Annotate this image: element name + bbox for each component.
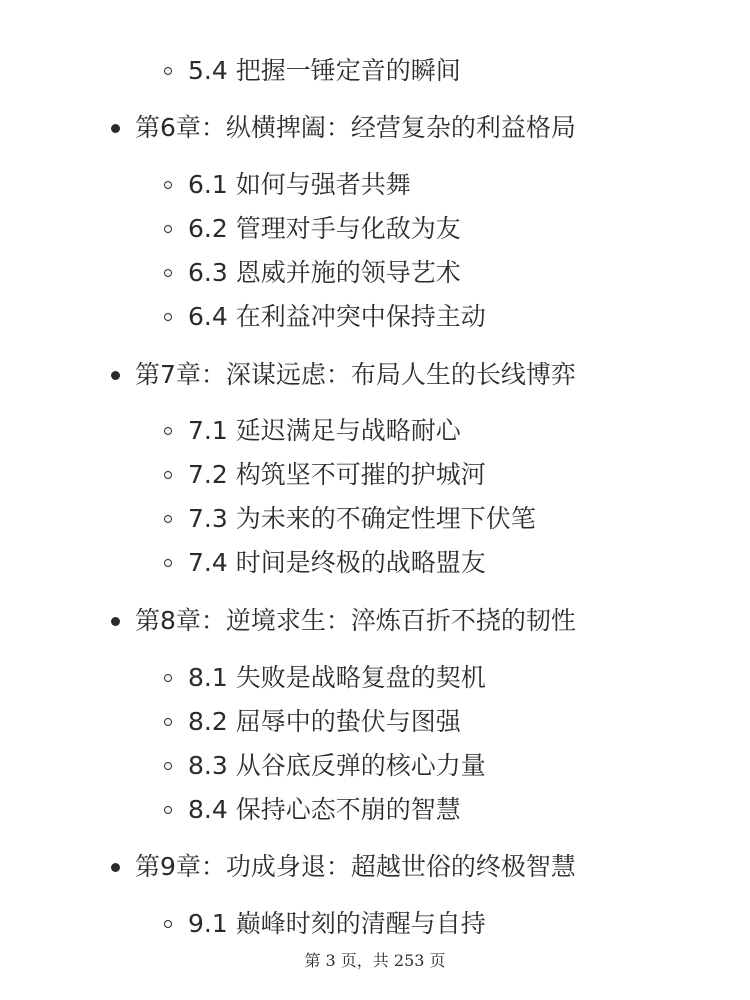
hollow-bullet-icon — [164, 181, 172, 189]
toc-section-label: 8.4 保持心态不崩的智慧 — [188, 795, 461, 824]
hollow-bullet-icon — [164, 559, 172, 567]
hollow-bullet-icon — [164, 674, 172, 682]
hollow-bullet-icon — [164, 920, 172, 928]
toc-section-label: 5.4 把握一锤定音的瞬间 — [188, 56, 461, 85]
toc-section-label: 7.2 构筑坚不可摧的护城河 — [188, 460, 486, 489]
toc-section-label: 7.4 时间是终极的战略盟友 — [188, 548, 486, 577]
filled-bullet-icon — [111, 371, 120, 380]
filled-bullet-icon — [111, 617, 120, 626]
toc-section-label: 9.1 巅峰时刻的清醒与自持 — [188, 909, 486, 938]
toc-section-label: 6.2 管理对手与化敌为友 — [188, 214, 461, 243]
hollow-bullet-icon — [164, 762, 172, 770]
toc-section-label: 7.1 延迟满足与战略耐心 — [188, 416, 461, 445]
toc-chapter-label: 第9章：功成身退：超越世俗的终极智慧 — [135, 852, 576, 881]
hollow-bullet-icon — [164, 313, 172, 321]
hollow-bullet-icon — [164, 718, 172, 726]
filled-bullet-icon — [111, 863, 120, 872]
hollow-bullet-icon — [164, 471, 172, 479]
toc-section-label: 6.3 恩威并施的领导艺术 — [188, 258, 461, 287]
toc-section-label: 7.3 为未来的不确定性埋下伏笔 — [188, 504, 536, 533]
hollow-bullet-icon — [164, 225, 172, 233]
toc-chapter-label: 第7章：深谋远虑：布局人生的长线博弈 — [135, 360, 576, 389]
toc-section-label: 6.4 在利益冲突中保持主动 — [188, 302, 486, 331]
hollow-bullet-icon — [164, 67, 172, 75]
toc-chapter-label: 第8章：逆境求生：淬炼百折不挠的韧性 — [135, 606, 576, 635]
toc-section-label: 8.1 失败是战略复盘的契机 — [188, 663, 486, 692]
toc-section-label: 8.2 屈辱中的蛰伏与图强 — [188, 707, 461, 736]
page-number-footer: 第 3 页，共 253 页 — [304, 951, 446, 970]
toc-chapter-label: 第6章：纵横捭阖：经营复杂的利益格局 — [135, 113, 576, 142]
toc-section-label: 6.1 如何与强者共舞 — [188, 170, 411, 199]
filled-bullet-icon — [111, 124, 120, 133]
hollow-bullet-icon — [164, 515, 172, 523]
hollow-bullet-icon — [164, 269, 172, 277]
hollow-bullet-icon — [164, 427, 172, 435]
hollow-bullet-icon — [164, 806, 172, 814]
toc-section-label: 8.3 从谷底反弹的核心力量 — [188, 751, 486, 780]
